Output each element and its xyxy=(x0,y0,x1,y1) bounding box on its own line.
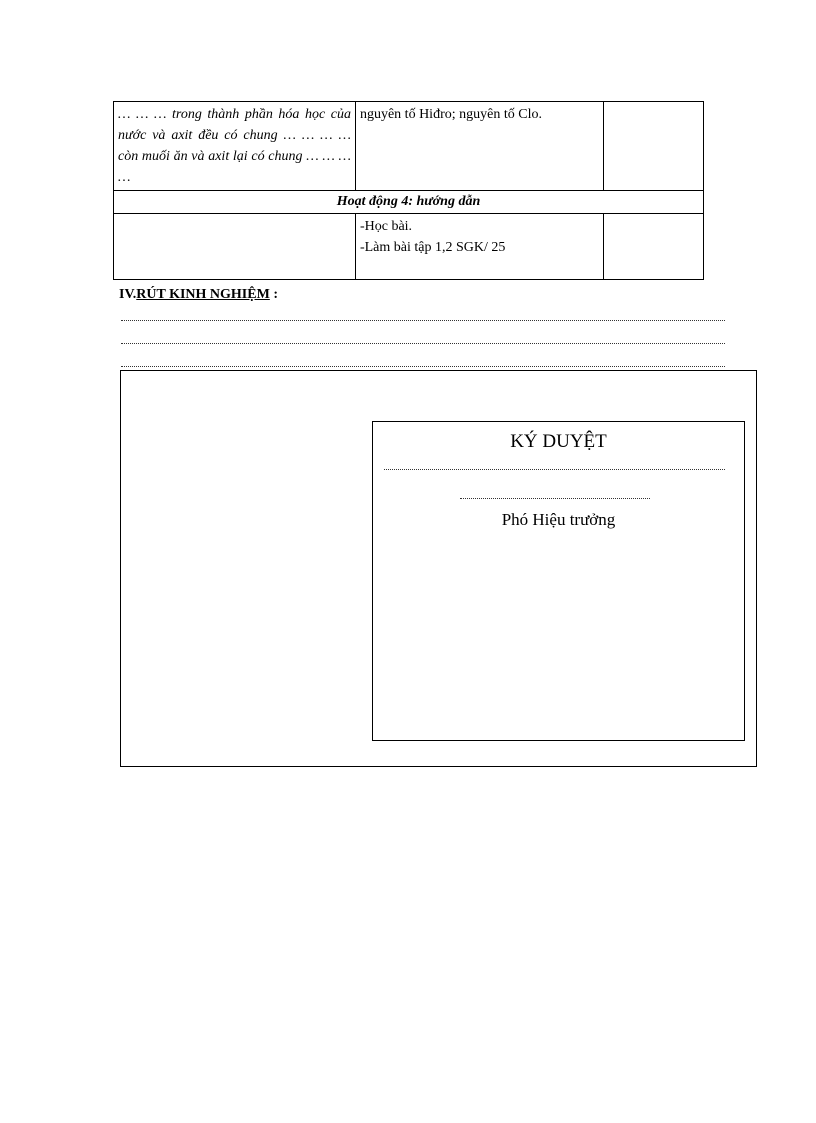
activity-header: Hoạt động 4: hướng dẫn xyxy=(114,191,704,214)
approval-box xyxy=(372,421,745,741)
homework-cell xyxy=(355,214,603,280)
approval-title: KÝ DUYỆT xyxy=(510,431,607,452)
table-row xyxy=(114,102,704,191)
fill-in-exercise-cell: … … … trong thành phần hóa học của nước và axit đều có chung … … … … còn muối ăn và axit lại có chung … … … … xyxy=(114,102,356,191)
notes-cell xyxy=(604,102,704,191)
table-row xyxy=(114,214,704,280)
homework-item: -Học bài. xyxy=(359,219,413,234)
signature-dotted-line xyxy=(384,469,725,470)
dotted-writing-line xyxy=(121,366,725,367)
teacher-activity-cell xyxy=(114,214,356,280)
section-heading xyxy=(119,287,278,303)
dotted-writing-line xyxy=(121,343,725,344)
lesson-plan-table xyxy=(113,101,704,280)
notes-cell xyxy=(604,214,704,280)
section-suffix: : xyxy=(269,287,278,302)
table-row xyxy=(114,191,704,214)
date-dotted-line xyxy=(460,498,650,499)
section-title: RÚT KINH NGHIỆM xyxy=(136,287,270,302)
dotted-writing-line xyxy=(121,320,725,321)
homework-item: -Làm bài tập 1,2 SGK/ 25 xyxy=(359,240,506,255)
approval-role: Phó Hiệu trưởng xyxy=(501,510,616,529)
section-number: IV. xyxy=(119,287,137,302)
answer-cell: nguyên tố Hiđro; nguyên tố Clo. xyxy=(355,102,603,191)
